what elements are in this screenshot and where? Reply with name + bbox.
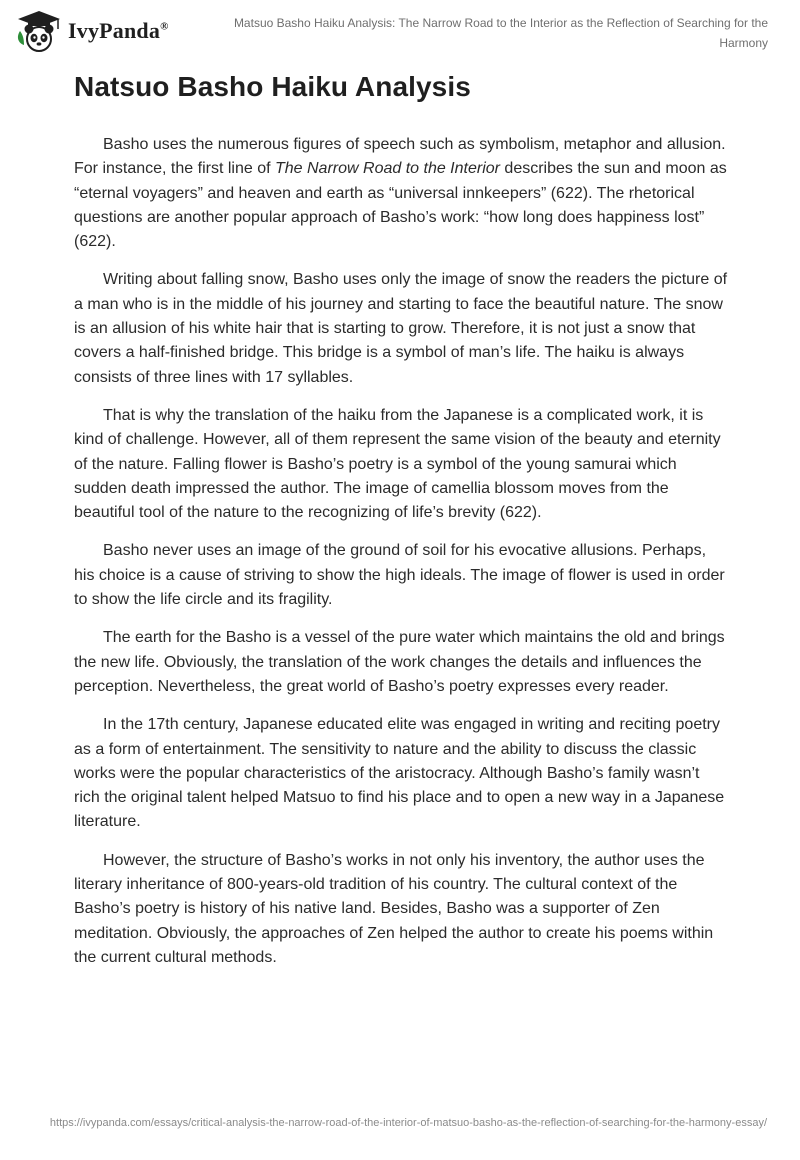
article-body xyxy=(74,133,728,984)
paragraph: In the 17th century, Japanese educated elite was engaged in writing and reciting poetry as a form of entertainment. The sensitivity to nature and the ability to discuss the classic works were the popular characteristics of the aristocracy. Although Basho’s family wasn’t rich the original talent helped Matsuo to find his place and to open a new way in a Japanese literature. xyxy=(74,716,725,831)
paragraph: That is why the translation of the haiku from the Japanese is a complicated work, it is kind of challenge. However, all of them represent the same vision of the beauty and eternity of the nature. Falling flower is Basho’s poetry is a symbol of the young samurai which sudden death impressed the author. The image of camellia blossom moves from the beautiful tool of the nature to the recognizing of life’s brevity (622). xyxy=(74,406,721,522)
brand-name: IvyPanda® xyxy=(68,18,169,43)
paragraph: However, the structure of Basho’s works in not only his inventory, the author uses the literary inheritance of 800-years-old tradition of his country. The cultural context of the Basho’s poetry is history of his native land. Besides, Basho was a supporter of Zen meditation. Obviously, the approaches of Zen helped the author to create his poems within the current cultural methods. xyxy=(74,851,714,966)
footer-source-url[interactable]: https://ivypanda.com/essays/critical-analysis-the-narrow-road-of-the-interior-of-matsuo-basho-as-the-reflection-of-searching-for-the-harmony-essay/ xyxy=(49,1117,767,1129)
paragraph: The earth for the Basho is a vessel of the pure water which maintains the old and brings the new life. Obviously, the translation of the work changes the details and influences the perception. Nevertheless, the great world of Basho’s poetry expresses every reader. xyxy=(74,629,725,695)
paragraph: Writing about falling snow, Basho uses only the image of snow the readers the picture of a man who is in the middle of his journey and starting to face the beautiful nature. The snow is an allusion of his white hair that is starting to grow. Therefore, it is not just a snow that covers a half-finished bridge. This bridge is a symbol of man’s life. The haiku is always consists of three lines with 17 syllables. xyxy=(74,271,728,386)
paragraph: Basho never uses an image of the ground of soil for his evocative allusions. Perhaps, his choice is a cause of striving to show the high ideals. The image of flower is used in order to show the life circle and its fragility. xyxy=(74,542,725,609)
header-essay-title: Matsuo Basho Haiku Analysis: The Narrow Road to the Interior as the Reflection of Searching for the Harmony xyxy=(233,16,768,50)
page-header xyxy=(0,0,800,60)
paragraph: Basho uses the numerous figures of speech such as symbolism, metaphor and allusion. For instance, the first line of The Narrow Road to the Interior describes the sun and moon as “eternal voyagers” and heaven and earth as “universal innkeepers” (622). The rhetorical questions are another popular approach of Basho’s work: “how long does happiness lost” (622). xyxy=(74,136,727,251)
ivypanda-logo[interactable] xyxy=(14,9,169,53)
work-title-italic: The Narrow Road to the Interior xyxy=(274,160,500,178)
panda-graduate-icon xyxy=(14,9,64,53)
page-title: Natsuo Basho Haiku Analysis xyxy=(74,71,471,102)
